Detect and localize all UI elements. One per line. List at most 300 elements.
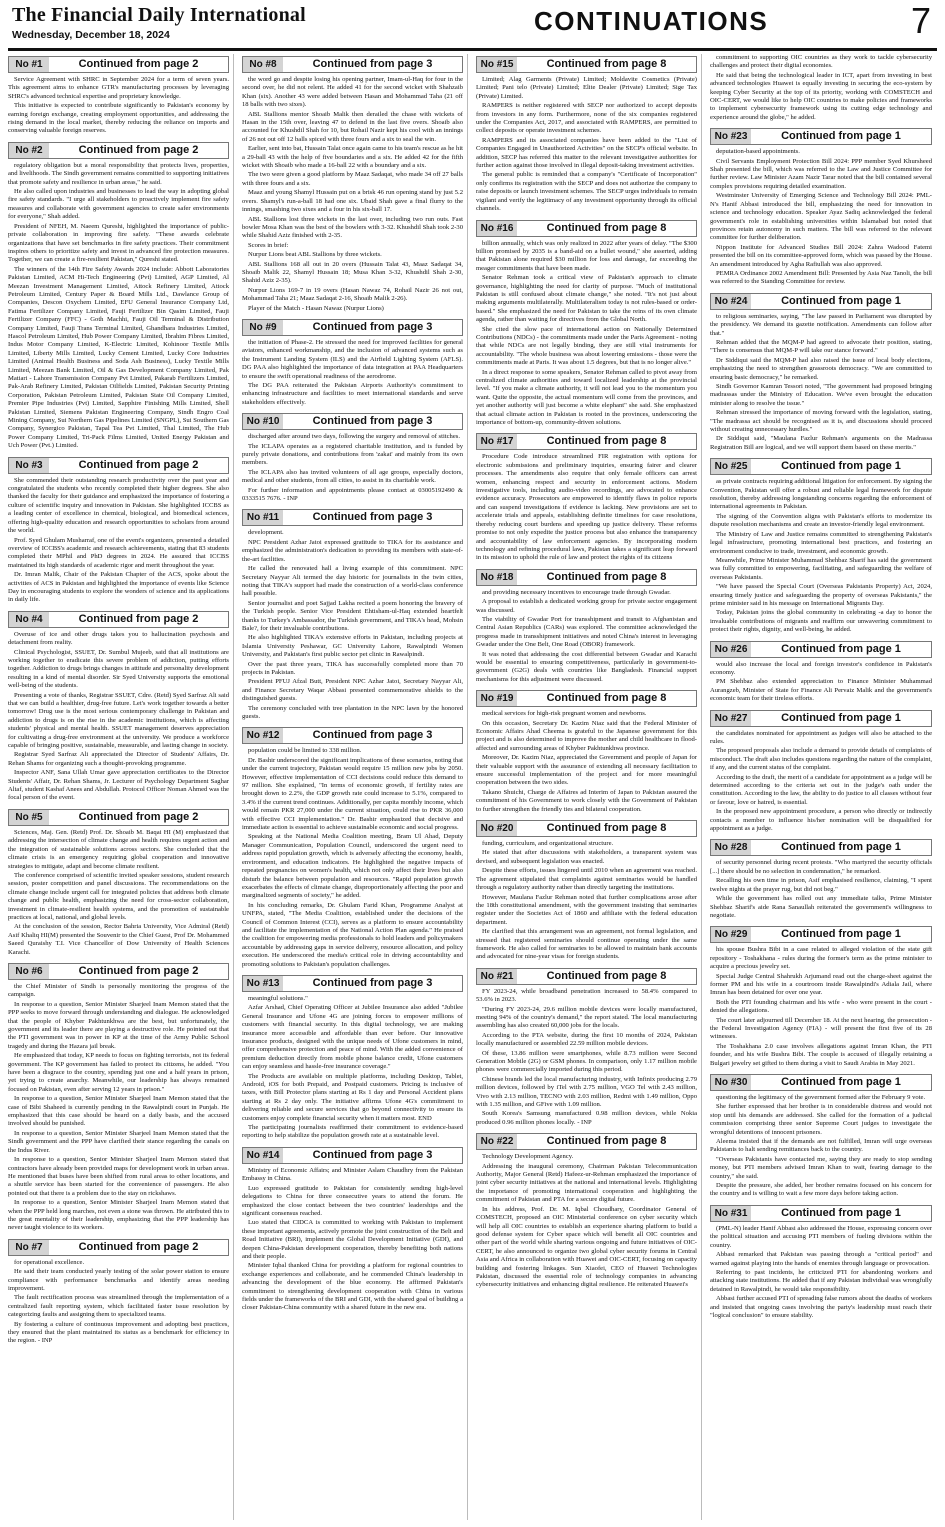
paragraph: At the conclusion of the session, Rector Bahria University, Vice Admiral (Retd) Asif Khaliq HI(M) presented the Souvenir to the Chief Guest, Prof Dr. Mohammed Saeed Quraishy T.I. Vice Chancellor of Dow University of Health Sciences Karachi. [8,923,229,956]
article-body [710,313,932,453]
paragraph: development. [248,529,284,537]
paragraph: Dr. Bashir underscored the significant implications of these scenarios, noting that under the current trajectory, Pakistan would require 15 million new jobs by 2050. However, effective implementation of CCI decisions could reduce this demand to 97 million. She explained, "In terms of economic growth, if fertility rates are brought down to 2.2%, the GDP growth rate could increase to 5.1%, compared to 3.4% if the current trend continues. Additionally, per capita monthly income, which would remain PKR 27,000 under the current situation, could rise to PKR 36,000 with effective CCI implementation." Dr. Bashir emphasized that decisive and immediate action is essential to achieve sustainable economic and social progress. [242,756,463,832]
paragraph: as private contracts requiring additional litigation for enforcement. By signing the Convention, Pakistan will offer a robust and reliable legal framework for dispute resolution, thereby addressing longstanding concerns regarding the enforcement of international agreements in Pakistan. [710,478,932,511]
paragraph: ABL Stallions 168 all out in 20 overs (Hussain Talat 43, Maaz Sadaqat 34, Shoaib Malik 22, Shamyl Hussain 18; Musa Khan 3-32, Khushdil Shah 2-30, Shahid Aziz 2-35). [242,260,463,285]
continuation-number: No #21 [477,969,517,984]
paragraph: Today, Pakistan joins the global community in celebrating -a day to honor the invaluable contributions of migrants and reaffirm our unwavering commitment to protect their rights, dignity, and well-being, he added. [710,609,932,634]
paragraph: population could be limited to 338 million. [248,747,362,755]
continuation-header [476,220,697,237]
continuation-number: No #7 [9,1240,49,1255]
paragraph: Moreover, Dr. Kazim Niaz, appreciated the Government and people of Japan for their valuable support with the assurance of extending all necessary facilitation to ensure successful implementation of the project and for more meaningful cooperation between the two sides. [476,754,697,787]
continuation-title: Continued from page 2 [78,1240,199,1253]
continuation-number: No #18 [477,570,517,585]
paragraph: Luo expressed gratitude to Pakistan for consistently sending high-level delegations to China for three consecutive years to attend the forum. He emphasized the close contact between the two countries' leaderships and the significant consensus reached. [242,1184,463,1217]
paragraph: Senior journalist and poet Sajjad Lakha recited a poem honoring the bravery of the Turkish people. Senior Vice President Ehtisham-ul-Haq extended heartfelt thanks to Turkey's Ambassador, the Turkish government, and TIKA's head, Mohsin Bale?, for their invaluable contributions. [242,599,463,632]
continuation-title: Continued from page 8 [546,570,667,583]
continuation-header [242,413,463,430]
continuation-number: No #16 [477,221,517,236]
continuation-title: Continued from page 1 [781,928,901,941]
continuation-title: Continued from page 3 [312,511,433,524]
paragraph: The proposed proposals also include a demand to provide details of complaints of misconduct. The draft also includes questions regarding the nature of the complaint, if any, and the current status of the complaint. [710,747,932,772]
paragraph: Chinese brands led the local manufacturing industry, with Infinix producing 2.79 million devices, followed by iTel with 2.75 million, VGO Tel with 2.43 million, Vivo with 2.13 million, TECNO with 2.03 million, Redmi with 1.49 million, Oppo with 1.35 million, and GFive with 1.09 million. [476,1075,697,1109]
continuation-number: No #2 [9,143,49,158]
continuation-title: Continued from page 8 [546,435,667,448]
article-body [476,710,697,814]
paragraph: She further expressed that her brother is in considerable distress and would not stop until his demands are addressed. She called for the formation of a judicial commission comprising three senior Supreme Court judges to investigate the wrongful detentions of innocent prisoners. [710,1103,932,1136]
continuation-title: Continued from page 1 [781,642,901,655]
column-3 [476,54,702,1520]
article [710,1074,932,1199]
continuation-header [476,968,697,985]
paragraph: Nippon Institute for Advanced Studies Bill 2024: Zahra Wadood Fatemi presented the bill on its committee-approved form, which was passed by the House. An amendment introduced by Agha Rafiullah was also approved. [710,243,932,268]
paragraph: Aleema insisted that if the demands are not fulfilled, Imran will urge overseas Pakistanis to halt sending remittances back to the country. [710,1138,932,1154]
article-body [476,453,697,562]
continuation-number: No #26 [711,642,751,657]
article-body [476,589,697,684]
continuation-title: Continued from page 1 [781,460,901,473]
paragraph: He said their team conducted yearly testing of the solar power station to ensure compliance with performance benchmarks and identify areas needing improvement. [8,1268,229,1292]
article-body [8,76,229,136]
paragraph: The general public is reminded that a company's "Certificate of Incorporation" only confirms its registration with the SECP and does not authorize the company to raise deposits or launch investment schemes. The SECP urges individuals to remain vigilant and verify the legitimacy of any investment opportunity through its official channels. [476,171,697,213]
article [242,319,463,407]
paragraph: Limited; Alag Garments (Private) Limited; Moldavite Cosmetics (Private) Limited; Pani telo (Private) Limited; Elite Dealer (Private) Limited; Sige Tax (Private) Limited. [476,76,697,100]
article-body [710,730,932,834]
article-body [8,477,229,605]
article [8,1239,229,1346]
paragraph: Of these, 13.86 million were smartphones, while 8.73 million were Second Generation Mobile (2G) or GSM phones. In comparison, only 1.17 million mobile phones were commercially imported during this period. [476,1049,697,1074]
article [476,56,697,214]
paragraph: The Products are available on multiple platforms, including Desktop, Tablet, Android, iOS for both Prepaid, and Postpaid customers. Pricing is inclusive of taxes, with Bill Protector plans starting at Rs 1 day and Personal Accident plans starting at Rs 2 day only. The initiative affirms Ufone 4G's commitment to delivering reliable and secure services that go beyond connectivity to ensure its customers enjoy complete financial security when it matters most. END [242,1072,463,1122]
continuation-title: Continued from page 2 [78,458,199,471]
paragraph: Speaking at the National Media Coalition meeting, Bram Ul Ahad, Deputy Manager Communication, Population Council, underscored the urgent need to address rapid population growth, which is adversely affecting the economy, health, environment, and education indicators. He highlighted the negative impacts of repeated pregnancies on women's health, which not only affect their lives but also disturb the balance between population and resources. "Rapid population growth exacerbates the effects of climate change, disproportionately affecting the poor and marginalized segments of society," he added. [242,833,463,900]
continuation-number: No #10 [243,414,283,429]
article [8,809,229,957]
continuation-title: Continued from page 2 [78,58,199,70]
paragraph: Civil Servants Employment Protection Bill 2024: PPP member Syed Khursheed Shah presented the bill, which was referred to the Law and Justice Committee for further review. Law Minister Azam Nazir Tarar noted that the bill contained several complex provisions requiring detailed examination. [710,157,932,190]
paragraph: Despite these efforts, issues lingered until 2010 when an agreement was reached. The agreement stipulated that complaints against seminaries would be handled through a regulatory authority rather than directly targeting the institutions. [476,867,697,892]
paragraph: Inspector ANF, Sana Ullah Umar gave appreciation certificates to the Director Students' Affair, Dr. Rehan Shams, Jr. Lecturer of Psychology Department Saghar Altaf, student Kashaf Anees and Abdullah. Protocol Officer Noman Ahmed was the focal person of the event. [8,769,229,802]
article [242,1147,463,1313]
article-body [476,988,697,1128]
article [476,968,697,1128]
continuation-header [242,1147,463,1164]
paragraph: billion annually, which was only realized in 2022 after years of delay. "The $300 billion promised by 2035 is a band-aid on a bullet wound," she asserted, adding that Pakistan alone required $30 million for loss and damage, far exceeding the meager commitments that have been made. [476,239,697,272]
continuation-header [710,458,932,475]
paragraph: commitment to supporting OIC countries as they work to tackle cybersecurity challenges and protect their digital economies. [710,54,932,70]
continuation-number: No #28 [711,840,751,855]
paragraph: The participating journalists reaffirmed their commitment to evidence-based reporting to help stabilize the population growth rate at a sustainable level. [242,1124,463,1140]
continuation-header [476,820,697,837]
paragraph: ABL Stallions mentor Shoaib Malik then derailed the chase with wickets of Hasan in the 15th over, leaving 47 to defend in the last five overs. Shoaib also accounted for Khushdil Shah for 10, but Rohail Nazir kept his cool with an innings of 26 not out off 12 balls spiced with three fours and a six to seal the win. [242,110,463,143]
paragraph: The winners of the 14th Fire Safety Awards 2024 include: Abbott Laboratories Pakistan Limited, ACM Hi-Tech Engineering (Pvt) Limited, AGP Limited, Al Meezan Investment Management Limited, Attock Refinery Limited, Attock Petroleum Limited, Century Paper & Board Mills Ltd., Dawlance Group of Companies, Descon Oxychem Limited, EFU General Insurance Company Ltd, Fatima Fertilizer Company Limited, Fauji Fertilizer Bin Qasim Limited, Fauji Fertilizer Company (FFC) - Goth Machhi, Fauji Oil Terminal & Distribution Company Limited, Fauji Trans Terminal Limited, Ghandhara Industries Limited, Hascol Petroleum Limited, Hub Power Company Limited, Ibrahim Fibres Limited, Indus Motor Company Limited, K-Electric Limited, Kohinoor Textile Mills Limited, Liberty Mills Limited, Lucky Cement Limited, Lucky Core Industries Limited (Animal Health Business and Soda Ash Business), Lucky Textile Mills Limited, Meezan Bank Limited, Oil & Gas Development Company Limited, Pak Matiari - Lahore Transmission Company Pvt Limited, Pakarab Fertilizers Limited, Pak-Arab Refinery Limited, Pakistan Oilfields Limited, Pakistan Security Printing Corporation, Pakistan Petroleum Limited, Pakistan State Oil Company Limited, Premier Pipe Industries (Pvt) Limited, Sapphire Finishing Mills Limited, Shell Pakistan Limited, Siemens Pakistan Engineering Company, Sindh Engro Coal Mining Company, Sui Northern Gas Pipelines Limited (SNGPL), Sui Southern Gas Company, Synergico Pakistan, Tapal Tea Pvt Limited, Thal Limited, The Hub Power Company Limited, Tri-Pack Films Limited, United Energy Pakistan and Uch Power (Pvt.) Limited. [8,265,229,450]
continuation-header [710,839,932,856]
paragraph: Clinical Psychologist, SSUET, Dr. Sumbul Mujeeb, said that all institutions are working together to eradicate this severe problem of addiction, putting efforts together. Addiction to drugs brings changes in attitude and personality development resulting in a kind of mental disorder. Sir Syed University supports the emotional well-being of the students. [8,648,229,690]
continuation-header [710,926,932,943]
article [710,710,932,834]
article [476,690,697,814]
paragraph: the Chief Minister of Sindh is personally monitoring the progress of the campaign. [8,982,229,999]
paragraph: The conference comprised of scientific invited speaker sessions, student research session, poster competition and panel discussions. The recommendations on the climate change include urgent call for integrated policies that address both climate change and public health, emphasizing the need for cross-sector collaboration, investment in climate-resilient health systems, and the promotion of sustainable practices at local, national, and global levels. [8,871,229,921]
paragraph: his spouse Bushra Bibi in a case related to alleged violation of the state gift repository - Toshakhana - rules during the former's term as the prime minister to acquire a precious jewelry set. [710,946,932,971]
paragraph: According to the draft, the merit of a candidate for appointment as a judge will be determined according to the criteria set out in the judge's oath under the constitution. According to the law, the ability to do justice to all classes without fear or favour, love or hatred, is essential. [710,773,932,806]
paragraph: Over the past three years, TIKA has successfully completed more than 70 projects in Pakistan. [242,660,463,676]
column-2 [242,54,468,1520]
paragraph: discharged after around two days, following the surgery and removal of stitches. [248,433,460,441]
paragraph: Both the PTI founding chairman and his wife - who were present in the court - denied the allegations. [710,998,932,1015]
paragraph: President PFUJ Afzal Butt, President NPC Azhar Jatoi, Secretary Nayyar Ali, and Finance Secretary Waqar Abbasi presented commemorative shields to the distinguished guests. [242,678,463,703]
article [710,128,932,287]
paragraph: In his concluding remarks, Dr. Ghulam Farid Khan, Programme Analyst at UNFPA, stated, "The Media Coalition, established under the decisions of the Council of Common Interest (CCI), serves as a platform to ensure accountability and facilitate the implementation of the National Action Plan agenda." He praised the coalition for empowering media professionals to hold leaders and policymakers accountable by addressing gaps in service delivery, resource allocation, and policy execution. He underscored the media's critical role in driving accountability and promoting solutions to Pakistan's population challenges. [242,901,463,968]
article-body [710,478,932,634]
paragraph: Westminster University of Emerging Science and Technology Bill 2024: PML-N's Hanif Abbasi introduced the bill, emphasizing the need for innovation in science and technology education. Speaker Ayaz Sadiq acknowledged the federal government's role in establishing universities within Islamabad but noted that provinces retain autonomy in such matters. The bill was referred to the relevant committee for further deliberation. [710,192,932,242]
article-body [242,76,463,313]
paragraph: The Ministry of Law and Justice remains committed to strengthening Pakistan's legal infrastructure, promoting international best practices, and fostering an environment conducive to trade, investment, and economic growth. [710,530,932,555]
continuation-number: No #9 [243,320,283,335]
paragraph: PEMRA Ordinance 2002 Amendment Bill: Presented by Asia Naz Tanoli, the bill was referred to the Standing Committee for review. [710,269,932,286]
article-body [710,661,932,704]
article [8,457,229,605]
article [710,293,932,453]
paragraph: Overuse of ice and other drugs takes you to hallucination psychosis and detachment from reality. [8,630,229,647]
continuation-header [242,319,463,336]
article [8,56,229,136]
paragraph: By fostering a culture of continuous improvement and adopting best practices, they ensured that the plant maintained its status as a benchmark for efficiency in the region. - INP [8,1320,229,1345]
article-body [710,54,932,122]
paragraph: meaningful solutions." [248,994,308,1002]
paragraph: He clarified that this arrangement was an agreement, not formal legislation, and stressed that registered seminaries should continue operating under the same framework. He also called for seminaries to be allowed to maintain bank accounts and advocated for nine-year visas for foreign students. [476,928,697,961]
continuation-header [242,975,463,992]
paragraph: He also called upon industries and businesses to lead the way in adopting global fire safety standards. "I urge all stakeholders to proactively implement fire safety measures and collaborate with government agencies to create safer environments for everyone," Shah added. [8,188,229,221]
continuation-title: Continued from page 8 [546,1135,667,1148]
paragraph: RAMPERS is neither registered with SECP nor authorized to accept deposits from investors in any form. Furthermore, none of the six companies registered under the Companies Act, 2017, and associated with RAMPERS, are permitted to collect deposits or operate investment schemes. [476,102,697,135]
continuation-number: No #8 [243,57,283,72]
continuation-header [242,509,463,526]
continuation-header [8,142,229,159]
article-body [476,76,697,214]
continuation-header [8,963,229,980]
paragraph: Dr Siddiqui said the MQM-P had also raised the issue of local body elections, emphasizing the need to strengthen grassroots democracy. "We are committed to ensuring basic democracy," he remarked. [710,356,932,381]
article-body [476,840,697,962]
continuation-number: No #30 [711,1075,751,1090]
paragraph: medical services for high-risk pregnant women and newborns. [482,710,647,718]
article-body [476,1153,697,1290]
paragraph: Rehman added that the MQM-P had agreed to advocate their position, stating, "There is consensus that MQM-P will take our stance forward." [710,338,932,355]
paragraph: The ceremony concluded with tree plantation in the NPC lawn by the honored guests. [242,704,463,720]
article [242,975,463,1141]
continuation-header [8,56,229,73]
paragraph: Takano Shuichi, Charge de Affaires ad Interim of Japan to Pakistan assured the commitment of his Government to work closely with the Government of Pakistan to further strengthen the friendly ties and bilateral cooperation. [476,788,697,813]
article [710,641,932,704]
continuation-title: Continued from page 8 [546,969,667,982]
paragraph: RAMPERS and its associated companies have been added to the "List of Companies Engaged in Unauthorized Activities" on the SECP's official website. In addition, SECP has referred this matter to the relevant investigative authorities for further action against those involved in illegal deposit-taking investment activities. [476,136,697,170]
continuation-title: Continued from page 8 [546,822,667,835]
article [476,220,697,428]
paragraph: Despite the pressure, she added, her brother remains focused on his concern for the country and is willing to wait a few more days before taking action. [710,1182,932,1198]
paragraph: In response to a question, Senior Minister Sharjeel Inam Memon stated that when the PPP held long marches, not even a stone was thrown. He attributed this to the great mentality of their leadership, emphasizing that the PPP leadership has never taught violence to its workers. [8,1199,229,1232]
continuation-header [710,1205,932,1222]
paragraph: He emphasized that today, KP needs to focus on fighting terrorists, not its federal government. The KP government has failed to protect its citizens, he added. "You have been a disgrace to the country, spending just one and a half years in prison, yet trying to create anarchy. Meanwhile, our leadership has always remained focused on Pakistan, even after serving 12 years in prison." [8,1052,229,1093]
paragraph: Abbasi further accused PTI of spreading false rumors about the deaths of workers and insisted that ongoing cases involving the party's leadership must reach their "logical conclusion" to ensure stability. [710,1295,932,1319]
continuation-header [242,727,463,744]
paragraph: He said that being the technological leader in ICT, apart from investing in best advanced technologies Huawei is equally investing in securing the eco-system by keeping Cyber Security at the top of its priority, working with COMSTECH and OIC-CERT, we would like to help OIC countries to make policies and frameworks to implement cybersecurity framework using its cutting edge technology and experience around the globe," he added. [710,71,932,121]
continuation-header [8,809,229,826]
article [476,569,697,684]
continuation-number: No #15 [477,57,517,72]
article [476,820,697,962]
continuation-header [8,1239,229,1256]
continuation-title: Continued from page 8 [546,692,667,705]
article [8,611,229,803]
continuation-title: Continued from page 1 [781,1076,901,1088]
continuation-header [476,433,697,450]
paragraph: The fault rectification process was streamlined through the implementation of a centralized fault reporting system, which facilitated faster issue resolution by categorizing faults and assigning them to specialized teams. [8,1294,229,1319]
continuation-title: Continued from page 2 [78,810,199,823]
continuation-number: No #31 [711,1206,751,1221]
article-body [8,983,229,1233]
article [8,963,229,1233]
paragraph: Technology Development Agency. [482,1153,574,1161]
paragraph: Luo stated that CIDCA is committed to working with Pakistan to implement these important agreements, actively promote the joint construction of the Belt and Road Initiative (BRI), implement the Global Development Initiative (GDI), and deepen China-Pakistan development cooperation, thereby benefiting both nations and their people. [242,1219,463,1260]
article-body [710,1225,932,1320]
paragraph: Senator Rehman took a critical view of Pakistan's approach to climate governance, highlighting the need for clarity of purpose. "Much of institutional Pakistan is still confused about climate change," she noted. "It's not just about making arguments multilaterally. Multilateralism today is not rules-based or order-based." She emphasized the need for Pakistan to take the reins of its own climate agenda, rather than waiting for directives from the Global North. [476,274,697,324]
column-4 [710,54,936,1520]
continuation-number: No #13 [243,976,283,991]
paragraph: Azfar Arshad, Chief Operating Officer at Jubilee Insurance also added "Jubilee General Insurance and Ufone 4G are joining forces to empower millions of customers with financial security. In this digital technology, we are making insurance more accessible and affordable than ever before. Our innovative insurance products, designed with the unique needs of Ufone customers in mind, offer comprehensive protection and peace of mind. With the added convenience of premium deduction directly from mobile phone balance credit, Ufone customers can enjoy seamless and hassle-free insurance coverage." [242,1004,463,1071]
continuation-title: Continued from page 3 [312,415,433,428]
paragraph: of security personnel during recent protests. "Who martyred the security officials [...] there should be no selection in condemnation," he remarked. [710,859,932,875]
continuation-title: Continued from page 1 [781,841,901,854]
paragraph: The signing of the Convention aligns with Pakistan's efforts to modernize its dispute resolution mechanisms and create an investor-friendly legal environment. [710,512,932,529]
continuation-title: Continued from page 2 [78,964,199,977]
article-body [710,1094,932,1199]
paragraph: questioning the legitimacy of the government formed after the February 9 vote. [716,1094,926,1101]
continuation-title: Continued from page 3 [312,58,433,70]
continuation-number: No #3 [9,458,49,473]
article-body [242,529,463,721]
article [242,727,463,969]
column-1 [8,54,234,1520]
paragraph: ABL Stallions lost three wickets in the last over, including two run outs. Fast bowler Mosa Khan was the best of the bowlers with 3-32. Khushdil Shah took 2-30 while Shahid Aziz finished with 2-35. [242,215,463,240]
article-body [8,631,229,803]
paragraph: On this occasion, Secretary Dr. Kazim Niaz said that the Federal Minister of Economic Affairs Ahad Cheema is grateful to the Japanese government for this project and is also determined to improve the mother and child healthcare in flood-affected and surrounding areas of Khyber Pakhtunkhwa province. [476,719,697,752]
paragraph: Registrar Syed Sarfraz Ali appreciated the Director of Students' Affairs, Dr. Rehan Shams for organizing such a thought-provoking programme. [8,751,229,767]
article-body [242,339,463,407]
paragraph: the word go and despite losing his opening partner, Imam-ul-Haq for four in the second over, he did not relent. He added 41 for the second wicket with Shahzaib Khan (six). Another 43 were added between Hasan and Mohammad Taha (21 off 18 balls with two sixes). [242,76,463,109]
continuation-number: No #19 [477,691,517,706]
paragraph: Presenting a vote of thanks, Registrar SSUET, Cdre. (Retd) Syed Sarfraz Ali said that we can build a healthier, drug-free future. Let's work together towards a better tomorrow! Drug use is the most serious contemporary challenge in Pakistan and addiction to drugs is on the rise in the academic institutions, which is affecting students' physical and mental health. SSUET management deserves appreciation for cultivating a drug-free environment at the university. We produce a workforce capable of bringing positive, sustainable, measurable, and lasting change in society. [8,691,229,750]
paragraph: In response to a question, Senior Minister Sharjeel Inam Memon stated that the case of Bibi Shaheed is currently pending in the Rawalpindi court in Punjab. He emphasized that this case should be heard on a daily basis, and the accused involved should be punished. [8,1095,229,1128]
article-body [242,747,463,969]
continuation-header [476,569,697,586]
continuation-number: No #29 [711,927,751,942]
article [242,509,463,721]
article [476,433,697,562]
paragraph: Nurpur Lions beat ABL Stallions by three wickets. [248,251,382,259]
article-body [8,829,229,957]
paragraph: Prof. Syed Ghulam Musharraf, one of the event's organizers, presented a detailed overview of ICCBS's academic and research achievements, stating that 83 students completed their MPhil and PhD degrees in 2024. He assured that ICCBS maintained its high standards of academic rigor and merit throughout the year. [8,536,229,569]
paragraph: NPC President Azhar Jatoi expressed gratitude to TIKA for its assistance and emphasized the administration's dedication to providing its members with state-of-the-art facilities. [242,538,463,563]
paragraph: would also increase the local and foreign investor's confidence in Pakistan's economy. [710,660,932,676]
continuation-number: No #12 [243,728,283,743]
continuation-title: Continued from page 1 [781,130,901,143]
continuation-header [476,690,697,707]
paragraph: She commended their outstanding research productivity over the past year and congratulated the students who recently completed their higher degrees. She also thanked the faculty for their guidance and emphasized the importance of fostering a culture of scientific inquiry and innovation in Pakistan. She highlighted ICCBS as a leading center of excellence in chemical, biological, and biomedical sciences, offering high-quality education and research opportunities to scholars from around the world. [8,476,229,535]
article [242,413,463,503]
paragraph: Scores in brief: [248,241,289,249]
paragraph: In a direct response to some speakers, Senator Rehman called to pivot away from centralized climate authorities and toward localized leadership at the provincial level. "If you make a climate authority, it will not lead you to the momentum you want. Quite the opposite, the actual momentum will come from the provinces, and yet another authority will just become a white elephant" she said. She emphasized that actual climate action in Pakistan is rooted in the provinces, underscoring the importance of bottom-up, community-driven solutions. [476,368,697,427]
continuation-number: No #5 [9,810,49,825]
paragraph: In the proposed new appointment procedure, a person who directly or indirectly contacts a member to influence his/her nomination will be disqualified for appointment as a judge. [710,808,932,833]
newspaper-name: The Financial Daily International [12,4,306,26]
continuation-header [710,710,932,727]
article [8,142,229,451]
paragraph: According to the PTA website, during the first 10 months of 2024, Pakistan locally manufactured or assembled 22.59 million mobile devices. [476,1031,697,1048]
paragraph: Maaz and young Shamyl Hussain put on a brisk 46 run opening stand by just 5.2 overs. Shamyl's run-a-ball 18 had one six. Ubaid Shah gave a final flurry to the innings, smashing two sixes and a four in his six-ball 17. [242,189,463,214]
article [476,1133,697,1290]
paragraph: Service Agreement with SHRC in September 2024 for a term of seven years. This agreement aims to enhance GTR's manufacturing processes by leveraging SHRC's advanced technical expertise and proprietary knowledge. [8,76,229,100]
paragraph: FY 2023-24, while broadband penetration increased to 58.4% compared to 53.6% in 2023. [476,987,697,1004]
continuation-header [476,56,697,73]
paragraph: He stated that after discussions with stakeholders, a transparent system was devised, and subsequent legislation was enacted. [476,849,697,865]
continuation-number: No #14 [243,1148,283,1163]
article [710,54,932,122]
page-number: 7 [910,0,931,41]
paragraph: the candidates nominated for appointment as judges will also be attached to the rules. [710,729,932,745]
paragraph: for operational excellence. [14,1258,85,1266]
paragraph: Player of the Match - Hasan Nawaz (Nurpur Lions) [248,304,384,312]
paragraph: Abbasi remarked that Pakistan was passing through a "critical period" and warned against playing into the hands of enemies through language or provocation. [710,1251,932,1267]
paragraph: Addressing the inaugural ceremony, Chairman Pakistan Telecommunication Authority, Major General (Retd) Hafeez-ur-Rehman emphasized the importance of joint cyber security initiatives at the national and international levels. Highlighting the importance of promoting international cooperation and highlighting the commitment of Pakistan and PTA for a secure digital future. [476,1162,697,1204]
continuation-title: Continued from page 8 [546,221,667,234]
continuation-header [710,1074,932,1091]
continuation-header [242,56,463,73]
continuation-header [8,457,229,474]
continuation-title: Continued from page 2 [78,612,199,625]
paragraph: Recalling his own time in prison, Asif emphasised resilience, claiming, "I spent twelve nights at the prayer rug, but did not beg." [710,877,932,893]
article [710,926,932,1068]
continuation-number: No #20 [477,821,517,836]
article-body [710,859,932,920]
paragraph: deputation-based appointments. [716,148,800,156]
article [710,458,932,634]
continuation-number: No #17 [477,434,517,449]
article-body [242,433,463,503]
paragraph: The Toshakhana 2.0 case involves allegations against Imran Khan, the PTI founder, and his wife Bushra Bibi. The couple is accused of illegally retaining a Bulgari jewelry set gifted to them during a visit to Saudi Arabia in May 2021. [710,1042,932,1067]
paragraph: to religious seminaries, saying, "The law passed in Parliament was disrupted by the presidency. We demand its gazette notification. Amendments can follow after that." [710,312,932,337]
page-body [8,54,937,1520]
paragraph: Sciences, Maj. Gen. (Retd) Prof. Dr. Shoaib M. Baqai HI (M) emphasized that addressing the intersection of climate change and health requires urgent action and the integration of sustainable solutions across sectors. She concluded that the climate crisis is an emergency requiring global cooperation and innovative strategies to mitigate, adapt and become climate resilient. [8,828,229,870]
continuation-header [710,641,932,658]
paragraph: While the government has rolled out any immediate talks, Prime Minister Shehbaz Sharif's aide Rana Sanaullah reiterated the government's willingness to negotiate. [710,895,932,919]
paragraph: Meanwhile, Prime Minister Muhammad Shehbaz Sharif has said the government was fully committed to empowering, facilitating, and safeguarding the welfare of overseas Pakistanis. [710,556,932,581]
paragraph: Referring to past incidents, he criticized PTI for abandoning workers and attacking state institutions. He added that if any Pakistan individual was wrongfully detained in Rawalpindi, he would take responsibility. [710,1268,932,1293]
paragraph: The two were given a good platform by Maaz Sadaqat, who made 34 off 27 balls with three fours and a six. [242,171,463,187]
continuation-title: Continued from page 1 [781,1206,901,1219]
continuation-number: No #27 [711,711,751,726]
paragraph: Nurpur Lions 169-7 in 19 overs (Hasan Nawaz 74, Rohail Nazir 26 not out, Mohammad Taha 21; Maaz Sadaqat 2-16, Shoaib Malik 2-26). [242,286,463,303]
continuation-number: No #24 [711,294,751,309]
continuation-number: No #22 [477,1134,517,1149]
continuation-header [476,1133,697,1150]
paragraph: Minister Iqbal thanked China for providing a platform for regional countries to exchange experiences and collaborate, and he commended China's leadership in advancing the development of the blue economy. He affirmed Pakistan's commitment to strengthening development cooperation with China in various fields under the frameworks of the BRI and GDI, with the shared goal of building a closer Pakistan-China community with a shared future in the new era. [242,1262,463,1312]
paragraph: A proposal to establish a dedicated working group for private sector engagement was discussed. [476,598,697,614]
paragraph: For further information and appointments please contact at 03005192490 & 0333515 7676. - INP [242,486,463,503]
section-title: CONTINUATIONS [534,6,769,36]
article [710,839,932,920]
paragraph: Rehman stressed the importance of moving forward with the legislation, stating, "The madrassa act should be recognised as it is, and discussions should proceed without creating unnecessary hurdles." [710,409,932,434]
paragraph: It was noted that addressing the cost differential between Gwadar and Karachi would be essential to ensuring competitiveness, particularly in government-to-government (G2G) deals with countries like Bangladesh. Financial support mechanisms for this adjustment were discussed. [476,650,697,683]
continuation-number: No #1 [9,57,49,72]
continuation-title: Continued from page 1 [781,294,901,307]
paragraph: The ICLAPA also has invited volunteers of all age groups, especially doctors, medical and other students, from all cities, to assist in its charitable work. [242,468,463,485]
article-body [710,946,932,1068]
article-body [242,995,463,1141]
continuation-number: No #4 [9,612,49,627]
continuation-title: Continued from page 1 [781,711,901,724]
paragraph: Special Judge Central Shahrukh Arjumand read out the charge-sheet against the former PM and his wife in a courtroom inside Rawalpindi's Adiala Jail, where Imran has been detained for over one year. [710,972,932,997]
paragraph: The ICLAPA operates as a registered charitable institution, and is funded by purely private donations, and contributions from 'zakat' and mainly from its own members. [242,442,463,467]
paragraph: Ministry of Economic Affairs; and Minister Aslam Chaudhry from the Pakistan Embassy in China. [242,1166,463,1183]
paragraph: regulatory obligation but a moral responsibility that protects lives, properties, and livelihoods. The Sindh government remains committed to supporting initiatives that promote safety and resilience in urban areas," he said. [8,161,229,186]
continuation-title: Continued from page 2 [78,143,199,156]
continuation-title: Continued from page 3 [312,320,433,333]
continuation-title: Continued from page 3 [312,1148,433,1161]
paragraph: "Overseas Pakistanis have contacted me, saying they are ready to stop sending money, but PTI members advised Imran Khan to wait, fearing damage to the country," she said. [710,1155,932,1180]
paragraph: and providing necessary incentives to encourage trade through Gwadar. [482,588,671,596]
paragraph: Dr. Imran Malik, Chair of the Pakistan Chapter of the ACS, spoke about the activities of ACS in Pakistan and highlighted the importance of events like Science Day in encouraging students to explore the wonders of science and its applications in daily life. [8,571,229,604]
paragraph: The viability of Gwadar Port for transshipment and transit to Afghanistan and Central Asian Republics (CARs) was explored. The committee acknowledged the progress made in transshipment initiatives and noted China's interest in leveraging Gwadar under the One Belt, One Road (OBOR) framework. [476,615,697,649]
article-body [710,148,932,287]
paragraph: "During FY 2023-24, 29.6 million mobile devices were locally manufactured, meeting 94% of the country's demand," the report stated. The local manufacturing assembling has also created 60,000 jobs for the locals. [476,1005,697,1030]
paragraph: "We have passed the Special Court (Overseas Pakistanis Property) Act, 2024, ensuring timely justice and safeguarding the property of overseas Pakistanis," the prime minister said in his message on International Migrants Day. [710,583,932,607]
edition-date: Wednesday, December 18, 2024 [12,29,170,41]
paragraph: (PML-N) leader Hanif Abbasi also addressed the House, expressing concern over the political situation and accusing PTI members of fueling divisions within the country. [710,1224,932,1249]
paragraph: Earlier, sent into bat, Hussain Talat once again came to his team's rescue as he hit a 29-ball 43 with the help of five boundaries and a six. He added 42 for the fifth wicket with Shoaib who made a 16-ball 22 with a boundary and a six. [242,145,463,170]
paragraph: The court later adjourned till December 18. At the next hearing, the prosecution - the Federal Investigation Agency (FIA) - will present the first five of its 28 witnesses. [710,1016,932,1041]
paragraph: This initiative is expected to contribute significantly to Pakistan's economy by earning foreign exchange, creating employment opportunities, and addressing the rising demand in the local market, thereby reducing the reliance on imports and conserving valuable foreign reserves. [8,102,229,135]
paragraph: Sindh Governor Kamran Tessori noted, "The government had proposed bringing madrassas under the Ministry of Education. We've even brought the education minister along to resolve the issue." [710,383,932,407]
continuation-title: Continued from page 3 [312,976,433,989]
continuation-number: No #23 [711,129,751,144]
paragraph: Dr Siddiqui said, "Maulana Fazlur Rehman's arguments on the Madrassa Registration Bill are logical, and we will support them based on these merits." [710,435,932,451]
paragraph: The DG PAA reiterated the Pakistan Airports Authority's commitment to enhancing infrastructure and facilities to meet international standards and serve stakeholders effectively. [242,382,463,406]
article [710,1205,932,1320]
continuation-number: No #11 [243,510,283,525]
paragraph: South Korea's Samsung manufactured 0.98 million devices, while Nokia produced 0.96 million phones locally. - INP [476,1110,697,1126]
paragraph: She cited the slow pace of international action on Nationally Determined Contributions (NDCs) - the commitments made under the Paris Agreement - noting that while NDCs are not legally binding, they are still vital instruments for accountability. "The whole business was about lowering emissions - those were the commitments made at Paris. It was about 1.5 degrees, but that is no longer alive." [476,325,697,367]
paragraph: In his address, Prof. Dr. M. Iqbal Choudhary, Coordinator General of COMSTECH, proposed an OIC Ministerial conference on cyber security which will help all OIC countries to establish an experience sharing platform to build a good defense system for Cyber space which will benefit all OIC countries and other part of the world while sharing various ongoing and future initiatives of OIC-CERT, he also announced to organize two global cyber security forums in Central Asia and Africa in collaboration with Huawei and OIC-CERT, focusing on capacity building and fostering linkages. Sun Xiaofei, CEO of Huawei Technologies Pakistan, discussed the essential role of technology companies in advancing cybersecurity initiatives and enhancing digital resilience. He reiterated Huawei's [476,1205,697,1289]
article [242,56,463,313]
paragraph: In response to a question, Senior Minister Sharjeel Inam Memon stated that the PPP seeks to move forward through understanding and dialogue. He acknowledged that the people of Khyber Pakhtunkhwa are the best, but unfortunately, the government and its leader there are playing a destructive role. He pointed out that the PTI government was in power in KP at the time of the Army Public School tragedy and during the Hazara jail break. [8,1000,229,1050]
article-body [8,1259,229,1346]
paragraph: PM Shehbaz also extended appreciation to Finance Minister Muhammad Aurangzeb, Minister of State for Finance Ali Pervaiz Malik and the government's economic team for their tireless efforts. [710,678,932,703]
continuation-header [8,611,229,628]
continuation-number: No #6 [9,964,49,979]
paragraph: Procedure Code introduce streamlined FIR registration with options for electronic submissions and preliminary inquiries, ensuring fairer and clearer processes. The amendments also require that only female officers can arrest women, enhancing respect and security in enforcement actions. Modern investigative tools, including audio-video recordings, are advocated to enhance evidence accuracy. Prosecutors are empowered to identify flaws in police reports and can suspend investigations if evidence is lacking. New provisions are set to accelerate trials and appeals, establishing definite timelines for case resolutions, thereby reducing court burdens and speeding up justice delivery. These reforms promise to not only expedite the justice process but also enhance the transparency and accountability of law enforcement agencies. By incorporating modern technology and refining procedural laws, Pakistan takes a significant leap forward in its mission to uphold the rule of law and protect the rights of its citizens [476,453,697,562]
paragraph: President of NFEH, M. Naeem Qureshi, highlighted the importance of public-private collaboration in improving fire safety. "These awards celebrate organizations that have set benchmarks in fire safety practices. Their commitment inspires others to prioritize safety and invest in advanced fire protection measures. Together, we can create a fire-resilient Pakistan," Qureshi stated. [8,222,229,264]
article-body [242,1167,463,1313]
article-body [8,162,229,451]
paragraph: He also highlighted TIKA's extensive efforts in Pakistan, including projects at Islamia University Peshawar, GC University Lahore, Rawalpindi Women University, and Pakistan's first public sector pet clinic in Rawalpindi. [242,634,463,659]
masthead [8,0,937,51]
paragraph: funding, curriculum, and organizational structure. [482,840,614,848]
paragraph: In response to a question, Senior Minister Sharjeel Inam Memon stated that contractors have already been provided maps for development work in urban areas. He mentioned that buses have been shifted from rural areas to other locations, and a shuttle service has been started for the convenience of passengers. He also pointed out that there is a problem due to the stay on rickshaws. [8,1156,229,1197]
article-body [476,240,697,428]
paragraph: He called the renovated hall a living example of this commitment. NPC Secretary Nayyar Ali termed the day historic for journalists in the twin cities, noting that TIKA's support had made the construction of a world-class conference hall possible. [242,565,463,598]
paragraph: However, Maulana Fazlur Rehman noted that further complications arose after the 18th constitutional amendment, with the government insisting that seminaries register under the Societies Act of 1860 and affiliate with the federal education department. [476,893,697,926]
continuation-title: Continued from page 3 [312,729,433,742]
continuation-number: No #25 [711,459,751,474]
